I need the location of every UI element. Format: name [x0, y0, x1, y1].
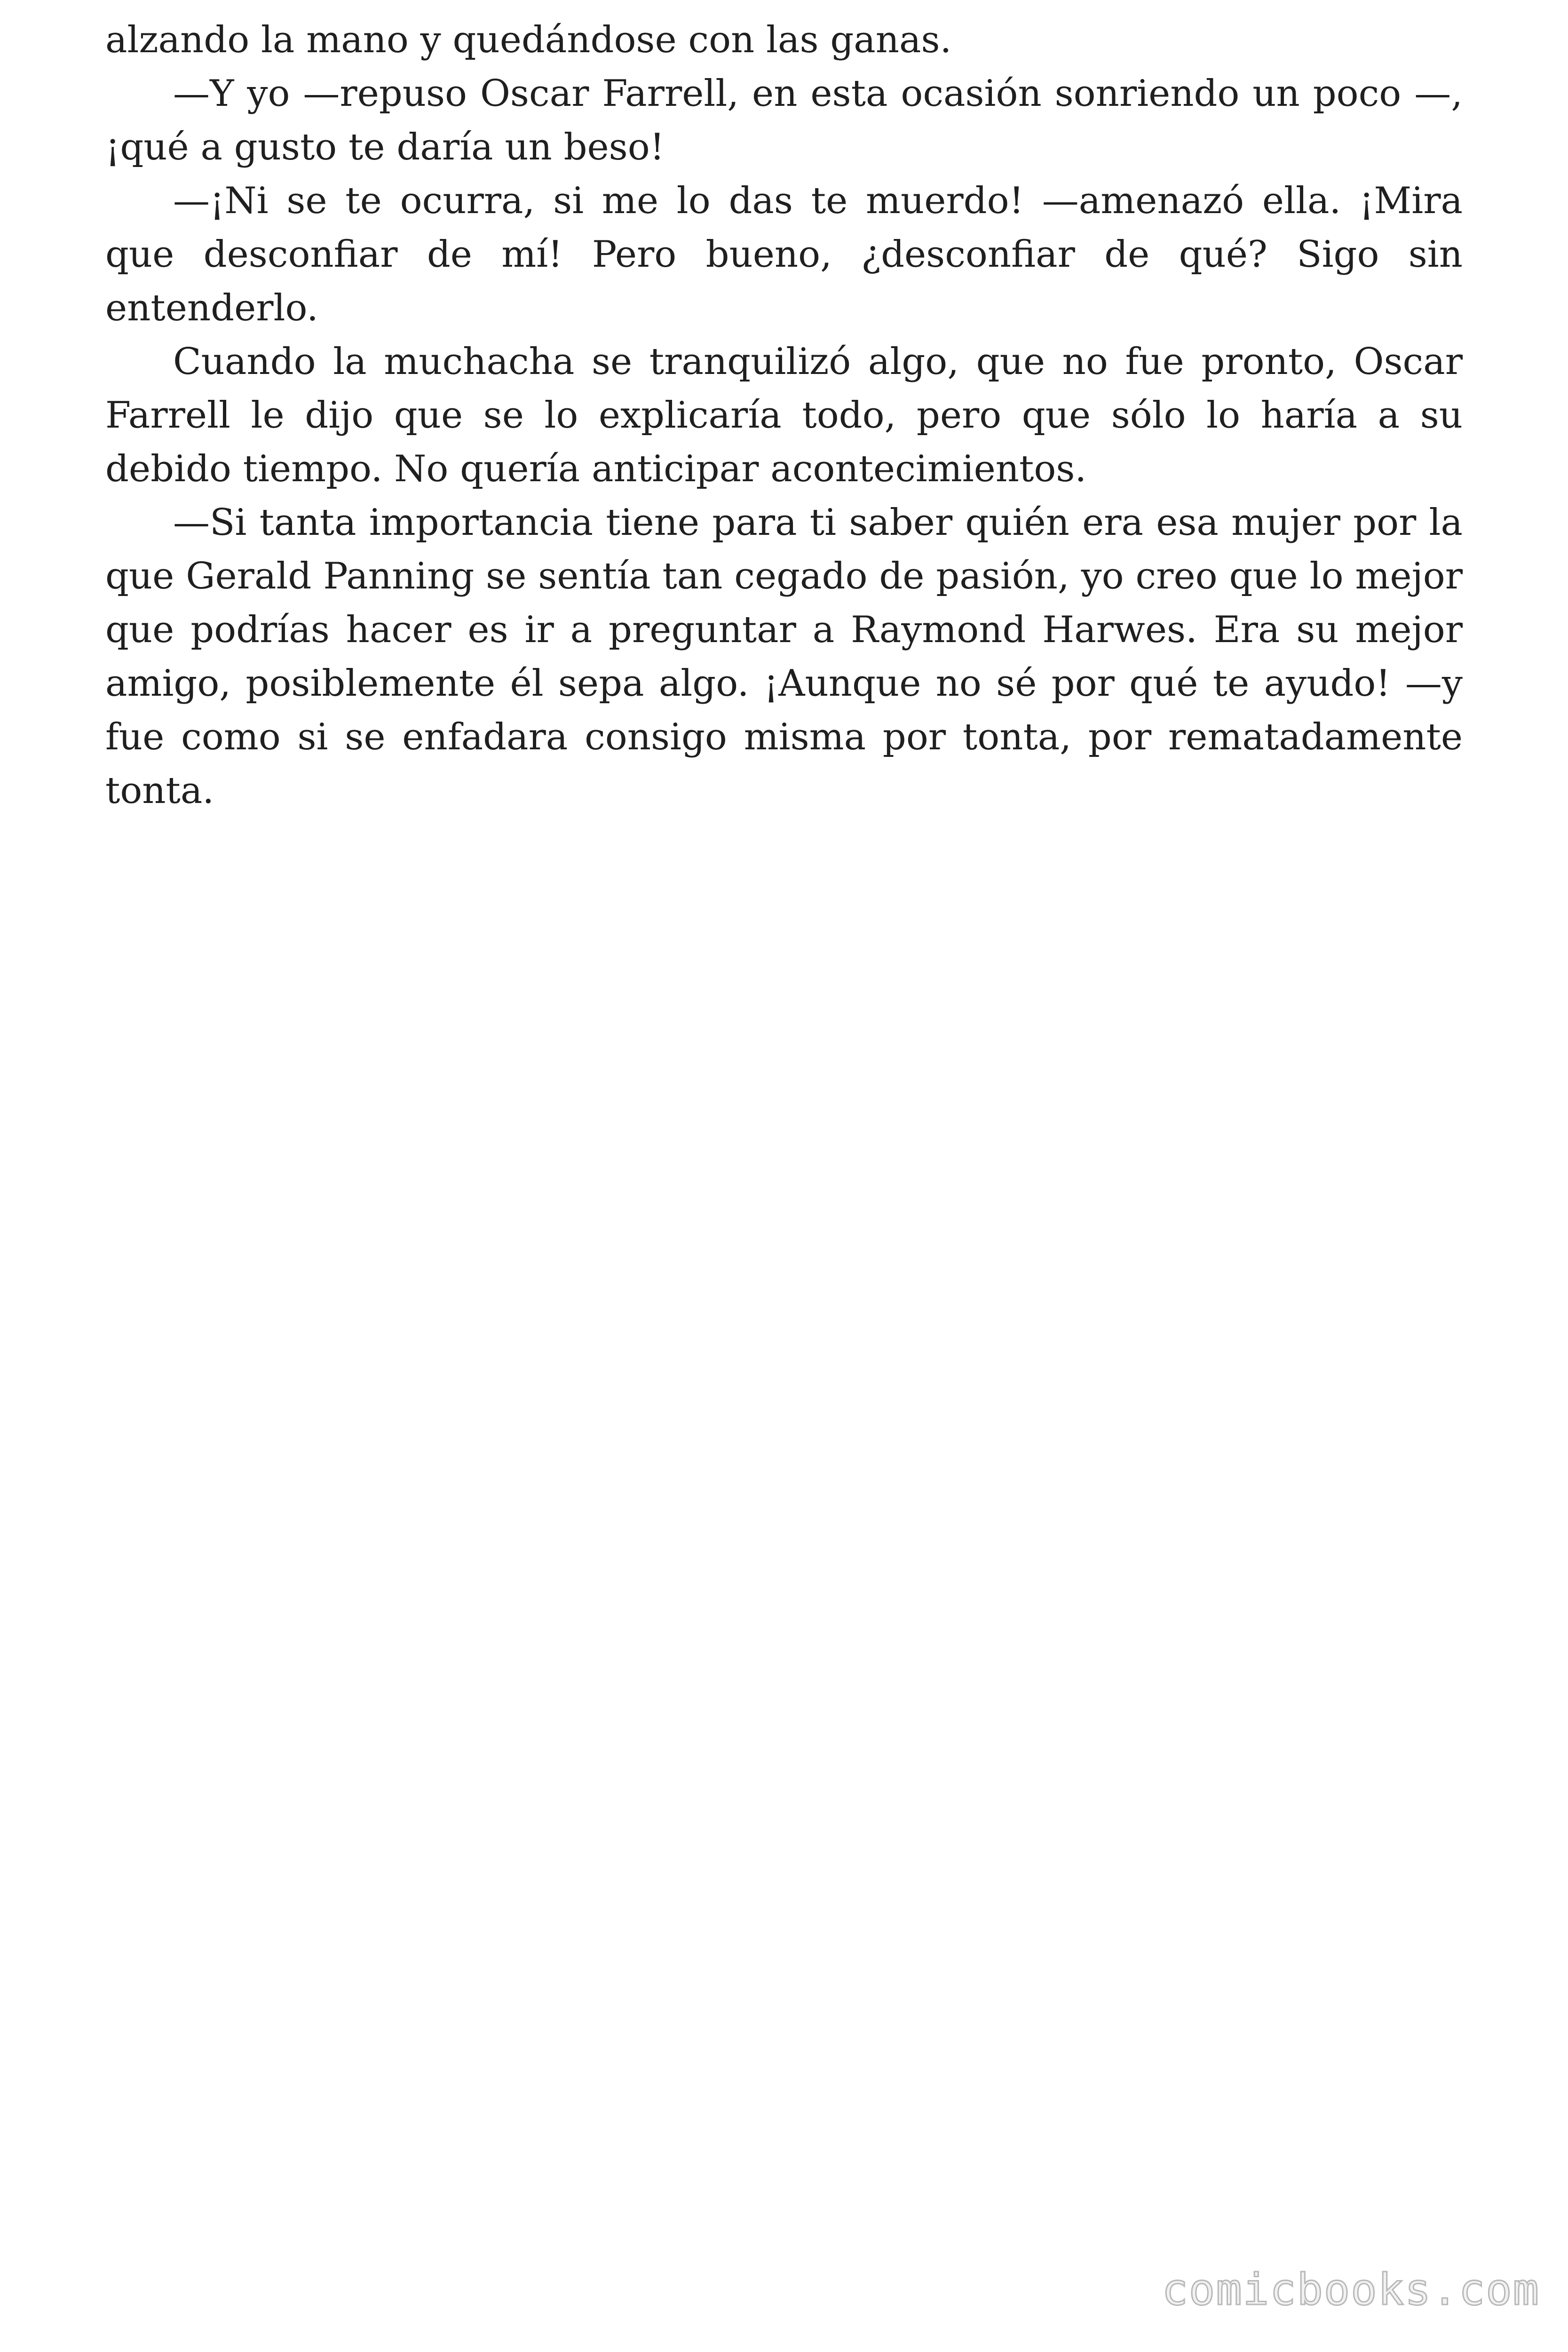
- paragraph-4: Cuando la muchacha se tranquilizó algo, que no fue pronto, Oscar Farrell le dijo que se lo explicaría todo, pero que sólo lo haría a su debido tiempo. No quería anticipar acontecimientos.: [105, 341, 1463, 490]
- paragraph-2: —Y yo —repuso Oscar Farrell, en esta ocasión sonriendo un poco —, ¡qué a gusto te daría un beso!: [105, 72, 1463, 168]
- paragraph-3: —¡Ni se te ocurra, si me lo das te muerdo! —amenazó ella. ¡Mira que desconfiar de mí! Pero bueno, ¿desconfiar de qué? Sigo sin entenderlo.: [105, 180, 1463, 329]
- paragraph-1: alzando la mano y quedándose con las ganas.: [105, 19, 952, 61]
- paragraph-5: —Si tanta importancia tiene para ti saber quién era esa mujer por la que Gerald Panning se sentía tan cegado de pasión, yo creo que lo mejor que podrías hacer es ir a preguntar a Raymond Harwes. Era su mejor amigo, posiblemente él sepa algo. ¡Aunque no sé por qué te ayudo! —y fue como si se enfadara consigo misma por tonta, por rematadamente tonta.: [105, 501, 1463, 812]
- watermark-text: comicbooks.com: [1162, 2265, 1540, 2315]
- body-text: [105, 13, 1463, 818]
